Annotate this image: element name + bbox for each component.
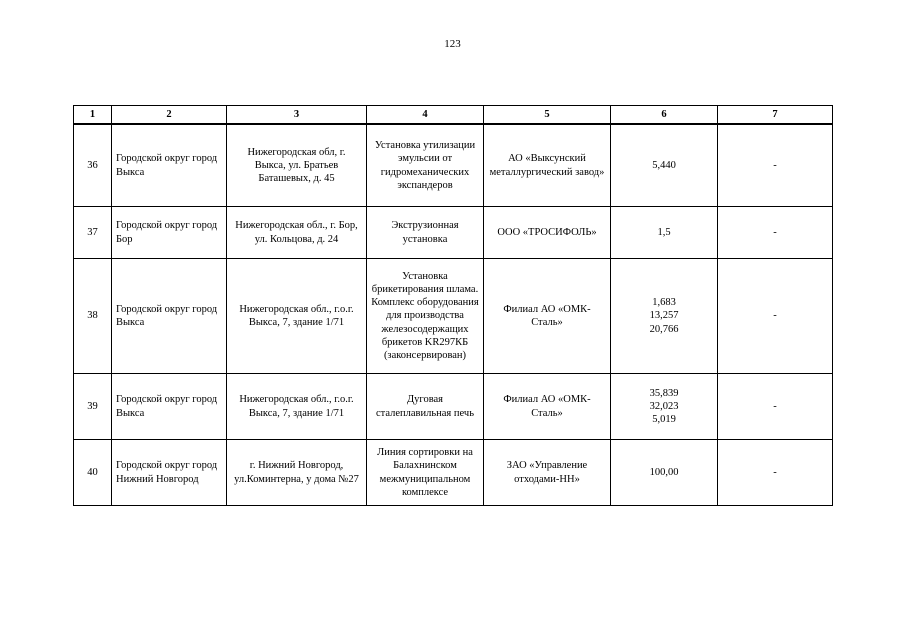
capacity-value: 100,00 (649, 466, 679, 478)
capacity-value: 1,683 (652, 297, 676, 309)
address-cell: Нижегородская обл, г. Выкса, ул. Братьев Баташевых, д. 45 (227, 124, 367, 207)
installation-cell: Установка утилизации эмульсии от гидромеханических экспандеров (367, 124, 484, 207)
organization-cell: Филиал АО «ОМК-Сталь» (484, 259, 611, 374)
organization-cell: АО «Выксунский металлургический завод» (484, 124, 611, 207)
extra-cell: - (718, 440, 833, 506)
extra-cell: - (718, 374, 833, 440)
address-cell: Нижегородская обл., г. Бор, ул. Кольцова, д. 24 (227, 207, 367, 259)
capacity-cell (611, 374, 718, 440)
row-number: 40 (74, 440, 112, 506)
capacity-value: 1,5 (657, 226, 671, 238)
header-col-2: 2 (112, 106, 227, 125)
header-col-1: 1 (74, 106, 112, 125)
capacity-cell (611, 207, 718, 259)
municipality-cell: Городской округ город Выкса (112, 259, 227, 374)
installation-cell: Линия сортировки на Балахнинском межмуниципальном комплексе (367, 440, 484, 506)
address-cell: г. Нижний Новгород, ул.Коминтерна, у дома №27 (227, 440, 367, 506)
page-number: 123 (444, 38, 461, 50)
table-row (74, 207, 833, 259)
row-number: 37 (74, 207, 112, 259)
extra-cell: - (718, 259, 833, 374)
extra-cell: - (718, 124, 833, 207)
extra-cell: - (718, 207, 833, 259)
municipality-cell: Городской округ город Выкса (112, 374, 227, 440)
address-cell: Нижегородская обл., г.о.г. Выкса, 7, здание 1/71 (227, 259, 367, 374)
municipality-cell: Городской округ город Бор (112, 207, 227, 259)
header-col-4: 4 (367, 106, 484, 125)
address-cell: Нижегородская обл., г.о.г. Выкса, 7, здание 1/71 (227, 374, 367, 440)
capacity-value: 35,839 (649, 387, 679, 399)
header-col-7: 7 (718, 106, 833, 125)
organization-cell: Филиал АО «ОМК-Сталь» (484, 374, 611, 440)
municipality-cell: Городской округ город Выкса (112, 124, 227, 207)
capacity-value: 13,257 (649, 310, 679, 322)
table-row (74, 124, 833, 207)
header-row (74, 106, 833, 125)
capacity-cell (611, 124, 718, 207)
organization-cell: ЗАО «Управление отходами-НН» (484, 440, 611, 506)
table-row (74, 440, 833, 506)
capacity-value: 5,440 (652, 159, 676, 171)
organization-cell: ООО «ТРОСИФОЛЬ» (484, 207, 611, 259)
table-row (74, 374, 833, 440)
header-col-3: 3 (227, 106, 367, 125)
header-col-5: 5 (484, 106, 611, 125)
capacity-value: 5,019 (652, 414, 676, 426)
capacity-cell (611, 440, 718, 506)
row-number: 36 (74, 124, 112, 207)
installation-cell: Дуговая сталеплавильная печь (367, 374, 484, 440)
installation-cell: Экструзионная установка (367, 207, 484, 259)
table-row (74, 259, 833, 374)
municipality-cell: Городской округ город Нижний Новгород (112, 440, 227, 506)
capacity-value: 32,023 (649, 400, 679, 412)
capacity-cell (611, 259, 718, 374)
installation-cell: Установка брикетирования шлама. Комплекс оборудования для производства железосодержащих брикетов KR297КБ (законсервирован) (367, 259, 484, 374)
capacity-value: 20,766 (649, 323, 679, 335)
row-number: 38 (74, 259, 112, 374)
row-number: 39 (74, 374, 112, 440)
facilities-table (73, 105, 833, 506)
header-col-6: 6 (611, 106, 718, 125)
